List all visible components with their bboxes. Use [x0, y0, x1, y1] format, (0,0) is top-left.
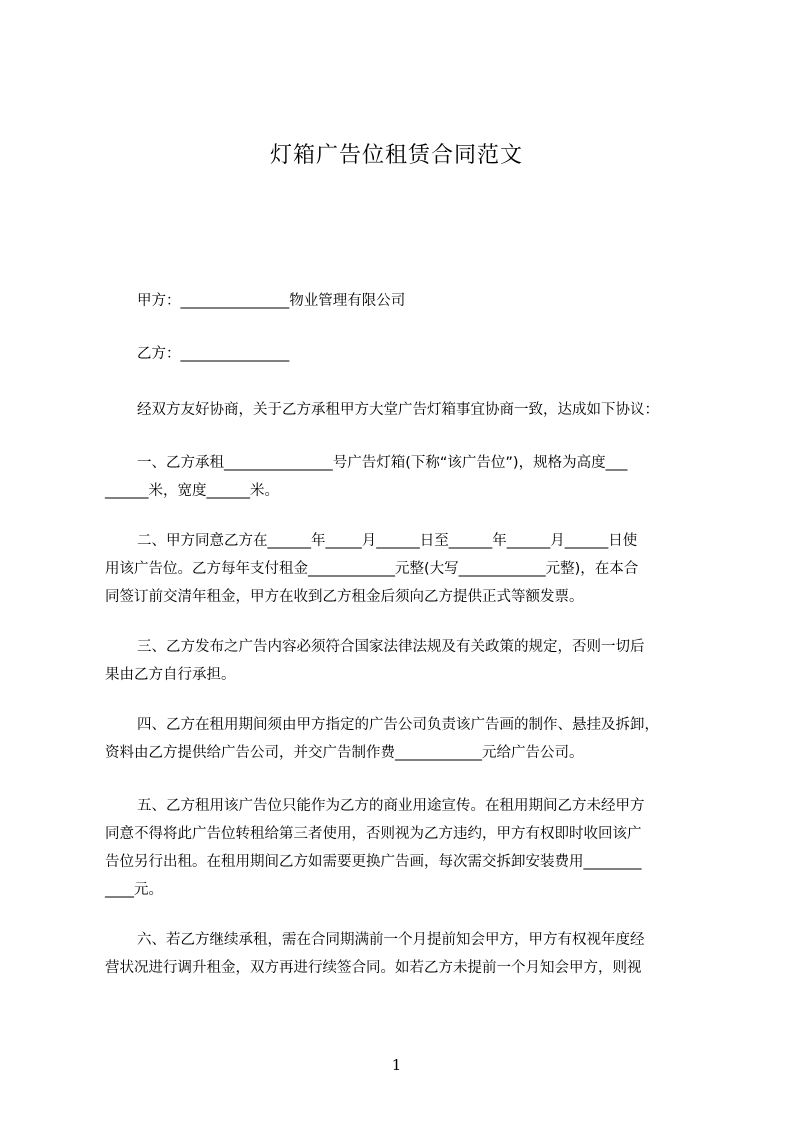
clause-1-line-1: 一、乙方承租_______________号广告灯箱(下称“该广告位”)，规格为高度___: [137, 455, 628, 471]
clause-3-line-1: 三、乙方发布之广告内容必须符合国家法律法规及有关政策的规定，否则一切后: [137, 639, 645, 655]
clause-4-line-2: 资料由乙方提供给广告公司，并交广告制作费____________元给广告公司。: [105, 745, 584, 761]
clause-4-line-1: 四、乙方在租用期间须由甲方指定的广告公司负责该广告画的制作、悬挂及拆卸，: [137, 717, 659, 733]
clause-5-line-3: 告位另行出租。在租用期间乙方如需要更换广告画，每次需交拆卸安装费用________: [105, 854, 642, 870]
clause-6-line-1: 六、若乙方继续承租，需在合同期满前一个月提前知会甲方，甲方有权视年度经: [137, 932, 645, 948]
clause-5-line-2: 同意不得将此广告位转租给第三者使用，否则视为乙方违约，甲方有权即时收回该广: [105, 826, 642, 842]
party-a-line: 甲方：_______________物业管理有限公司: [137, 293, 406, 309]
intro-paragraph: 经双方友好协商，关于乙方承租甲方大堂广告灯箱事宜协商一致，达成如下协议：: [137, 402, 659, 418]
clause-5-line-4: ____元。: [105, 882, 163, 898]
clause-5-line-1: 五、乙方租用该广告位只能作为乙方的商业用途宣传。在租用期间乙方未经甲方: [137, 798, 645, 814]
clause-2-line-2: 用该广告位。乙方每年支付租金____________元整(大写____________元整)，在本合: [105, 561, 639, 577]
page-number: 1: [391, 1056, 402, 1074]
party-b-line: 乙方：_______________: [137, 346, 290, 362]
clause-6-line-2: 营状况进行调升租金，双方再进行续签合同。如若乙方未提前一个月知会甲方，则视: [105, 960, 642, 976]
document-title: 灯箱广告位租赁合同范文: [269, 143, 523, 168]
clause-2-line-1: 二、甲方同意乙方在______年_____月______日至______年______月______日使: [137, 533, 638, 549]
clause-3-line-2: 果由乙方自行承担。: [105, 667, 236, 683]
clause-2-line-3: 同签订前交清年租金，甲方在收到乙方租金后须向乙方提供正式等额发票。: [105, 589, 584, 605]
clause-1-line-2: ______米，宽度______米。: [105, 483, 279, 499]
